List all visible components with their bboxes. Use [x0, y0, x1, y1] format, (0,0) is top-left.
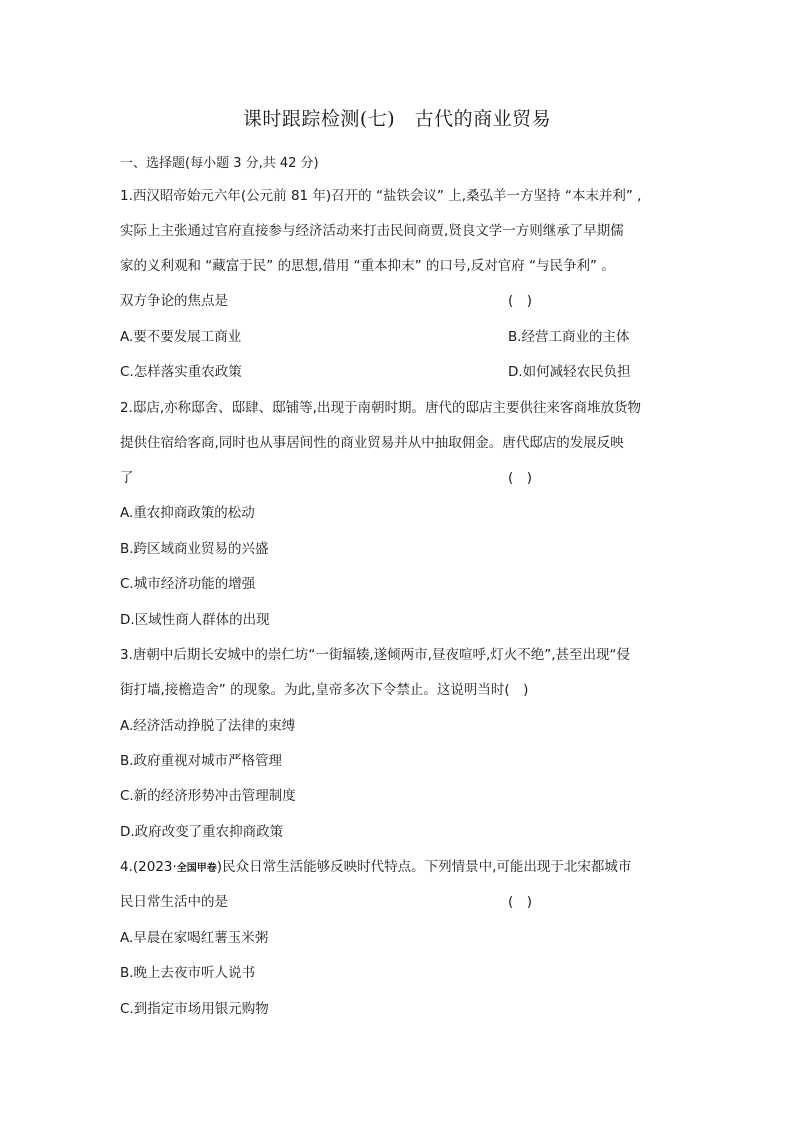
q1-line-1: 1.西汉昭帝始元六年(公元前 81 年)召开的 “盐铁会议” 上,桑弘羊一方坚持 “本末并利” , — [120, 188, 642, 204]
q1-line-3: 家的义利观和 “藏富于民” 的思想,借用 “重本抑末” 的口号,反对官府 “与民争利” 。 — [120, 258, 615, 274]
q1-line-4: 双方争论的焦点是 — [120, 293, 228, 309]
q1-line-2: 实际上主张通过官府直接参与经济活动来打击民间商贾,贤良文学一方则继承了早期儒 — [120, 223, 624, 239]
section-heading: 一、选择题(每小题 3 分,共 42 分) — [120, 156, 319, 171]
q2-line-2: 提供住宿给客商,同时也从事居间性的商业贸易并从中抽取佣金。唐代邸店的发展反映 — [120, 435, 624, 451]
q2-option-b: B.跨区域商业贸易的兴盛 — [120, 541, 269, 557]
page-title: 课时跟踪检测(七) 古代的商业贸易 — [242, 108, 552, 130]
q4-prefix: 4.(2023· — [120, 859, 177, 875]
q4-option-c: C.到指定市场用银元购物 — [120, 1001, 269, 1017]
q2-line-3: 了 — [120, 470, 134, 486]
q1-option-c: C.怎样落实重农政策 — [120, 364, 242, 380]
q4-answer-bracket: ( ) — [508, 894, 533, 910]
q1-option-a: A.要不要发展工商业 — [120, 329, 242, 345]
q3-option-c: C.新的经济形势冲击管理制度 — [120, 788, 296, 804]
q4-line-1-text: )民众日常生活能够反映时代特点。下列情景中,可能出现于北宋都城市 — [216, 859, 632, 875]
q3-option-a: A.经济活动挣脱了法律的束缚 — [120, 718, 296, 734]
q1-option-b: B.经营工商业的主体 — [508, 329, 630, 345]
q2-option-a: A.重农抑商政策的松动 — [120, 505, 255, 521]
q1-answer-bracket: ( ) — [508, 293, 533, 309]
q3-option-d: D.政府改变了重农抑商政策 — [120, 824, 284, 840]
q4-line-1 — [120, 857, 631, 879]
q4-source-label: 全国甲卷 — [176, 863, 217, 874]
q2-line-1: 2.邸店,亦称邸舍、邸肆、邸铺等,出现于南朝时期。唐代的邸店主要供往来客商堆放货物 — [120, 400, 641, 416]
q3-option-b: B.政府重视对城市严格管理 — [120, 753, 283, 769]
q2-option-c: C.城市经济功能的增强 — [120, 576, 256, 592]
q3-line-1: 3.唐朝中后期长安城中的崇仁坊“一街辐辏,遂倾两市,昼夜喧呼,灯火不绝”,甚至出现“侵 — [120, 647, 631, 663]
q3-line-2: 街打墙,接檐造舍” 的现象。为此,皇帝多次下令禁止。这说明当时( ) — [120, 682, 529, 698]
q2-option-d: D.区域性商人群体的出现 — [120, 612, 270, 628]
q2-answer-bracket: ( ) — [508, 470, 533, 486]
q4-option-b: B.晚上去夜市听人说书 — [120, 965, 256, 981]
q4-line-2: 民日常生活中的是 — [120, 894, 228, 910]
q4-option-a: A.早晨在家喝红薯玉米粥 — [120, 930, 269, 946]
q1-option-d: D.如何减轻农民负担 — [508, 364, 631, 380]
